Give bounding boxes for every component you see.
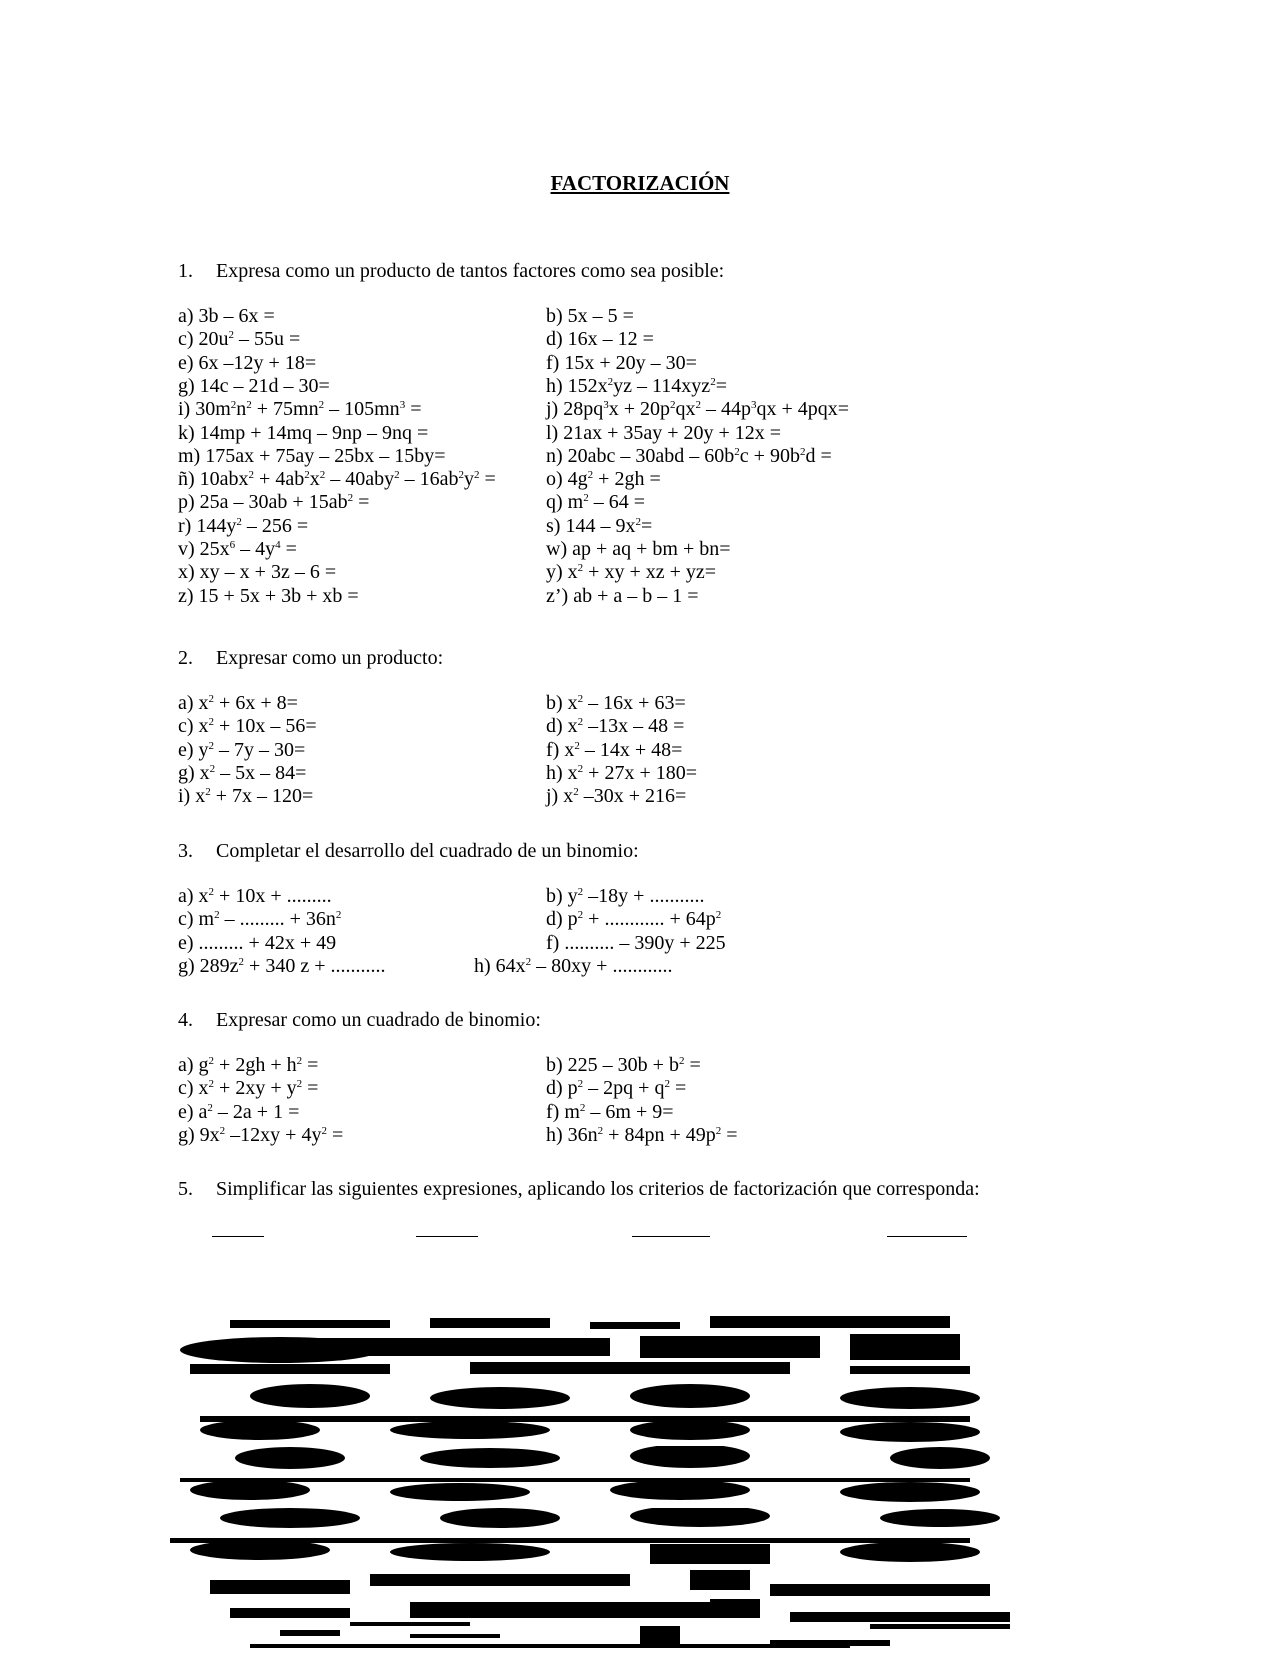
exercise-left: e) ......... + 42x + 49 <box>178 931 337 954</box>
section-heading-text: Completar el desarrollo del cuadrado de un binomio: <box>216 840 639 862</box>
exercise-right: h) $36n^2 + 84pn + 49p^2$ = <box>546 1123 738 1146</box>
exercise-left: m) 175ax + 75ay – 25bx – 15by= <box>178 444 446 467</box>
exercise-right: b) $225 - 30b + b^2$ = <box>546 1054 701 1076</box>
section-5-heading <box>178 1178 980 1201</box>
exercise-right: f) .......... – 390y + 225 <box>546 931 726 954</box>
exercise-right: l) 21ax + 35ay + 20y + 12x = <box>546 421 782 444</box>
garbled-print-region <box>170 1312 1020 1652</box>
exercise-row <box>178 515 1078 539</box>
section-number: 2. <box>178 647 193 669</box>
section-3-heading <box>178 840 639 863</box>
exercise-right: j) $x^2$ –30x + 216= <box>546 785 687 808</box>
exercise-left: v) $25x^6 - 4y^4$ = <box>178 538 297 560</box>
section-heading-text: Expresa como un producto de tantos factores como sea posible: <box>216 260 725 282</box>
section-heading-text: Expresar como un cuadrado de binomio: <box>216 1009 541 1031</box>
exercise-right: h) $64x^2 - 80xy$ + ............ <box>474 954 673 977</box>
exercise-right: q) $m^2 - 64$ = <box>546 491 645 514</box>
exercise-right: z’) ab + a – b – 1 = <box>546 584 699 607</box>
exercise-left: k) 14mp + 14mq – 9np – 9nq = <box>178 421 429 444</box>
exercise-row <box>178 1124 1078 1148</box>
exercise-row <box>178 692 1078 716</box>
exercise-left: z) 15 + 5x + 3b + xb = <box>178 584 359 607</box>
exercise-row <box>178 445 1078 469</box>
exercise-left: r) $144y^2 - 256$ = <box>178 514 309 537</box>
exercise-left: i) $30m^2n^2 + 75mn^2 - 105mn^3$ = <box>178 398 422 421</box>
exercise-right: d) $x^2$ –13x – 48 = <box>546 715 685 738</box>
exercise-row <box>178 762 1078 786</box>
exercise-left: a) $x^2 + 6x + 8=$ <box>178 692 298 714</box>
exercise-row <box>178 398 1078 422</box>
exercise-right: d) $p^2 - 2pq + q^2$ = <box>546 1077 687 1100</box>
exercise-right: f) $m^2 - 6m + 9=$ <box>546 1100 674 1123</box>
exercise-right: s) $144 - 9x^2=$ <box>546 514 653 537</box>
exercise-left: a) $g^2 + 2gh + h^2$ = <box>178 1054 319 1076</box>
exercise-row <box>178 1101 1078 1125</box>
exercise-right: b) $x^2 - 16x + 63=$ <box>546 692 686 714</box>
exercise-right: d) $p^2$ + ............ + $64p^2$ <box>546 908 722 931</box>
section-heading-text: Expresar como un producto: <box>216 647 444 669</box>
section-number: 4. <box>178 1009 193 1031</box>
exercise-row <box>178 739 1078 763</box>
exercise-left: a) $x^2 + 10x$ + ......... <box>178 885 332 907</box>
exercise-row <box>178 932 1078 956</box>
exercise-right: b) 5x – 5 = <box>546 305 634 327</box>
exercise-right: w) ap + aq + bm + bn= <box>546 538 731 560</box>
exercise-right: n) $20abc - 30abd - 60b^2c + 90b^2d$ = <box>546 444 832 467</box>
exercise-right: h) $152x^2yz - 114xyz^2=$ <box>546 374 727 397</box>
page-title: FACTORIZACIÓN <box>550 171 730 195</box>
exercise-row <box>178 375 1078 399</box>
fraction-bar <box>416 1236 478 1237</box>
exercise-left: e) $y^2 - 7y - 30=$ <box>178 738 306 761</box>
exercise-right: d) 16x – 12 = <box>546 328 654 351</box>
exercise-left: c) $x^2 + 2xy + y^2$ = <box>178 1077 319 1100</box>
exercise-row <box>178 908 1078 932</box>
exercise-left: c) $m^2$ – ......... + $36n^2$ <box>178 908 342 931</box>
exercise-right: j) $28pq^3x + 20p^2qx^2 - 44p^3qx + 4pqx=$ <box>546 398 850 421</box>
exercise-row <box>178 585 1078 609</box>
fraction-bar <box>212 1236 264 1237</box>
exercise-right: o) $4g^2 + 2gh$ = <box>546 468 661 491</box>
exercise-row <box>178 468 1078 492</box>
section-number: 1. <box>178 260 193 282</box>
exercise-right: f) $x^2 - 14x + 48=$ <box>546 738 683 761</box>
fraction-bar <box>632 1236 710 1237</box>
exercise-left: g) $9x^2$ $-12xy + 4y^2$ = <box>178 1123 344 1146</box>
exercise-left: e) 6x –12y + 18= <box>178 351 317 374</box>
exercise-right: y) $x^2$ + xy + xz + yz= <box>546 561 717 584</box>
exercise-left: ñ) $10abx^2 + 4ab^2x^2 - 40aby^2 - 16ab^2y^2$ = <box>178 468 496 491</box>
exercise-row <box>178 1054 1078 1078</box>
section-1-heading <box>178 260 724 283</box>
exercise-left: g) $x^2 - 5x - 84=$ <box>178 761 307 784</box>
exercise-row <box>178 352 1078 376</box>
exercise-left: i) $x^2 + 7x - 120=$ <box>178 785 314 808</box>
section-number: 3. <box>178 840 193 862</box>
fraction-bar <box>887 1236 967 1237</box>
section-heading-text: Simplificar las siguientes expresiones, aplicando los criterios de factorización que corresponda: <box>216 1178 980 1200</box>
exercise-right: h) $x^2 + 27x + 180=$ <box>546 761 698 784</box>
exercise-row <box>178 422 1078 446</box>
exercise-left: a) 3b – 6x = <box>178 305 275 327</box>
exercise-left: c) $x^2 + 10x - 56=$ <box>178 715 317 738</box>
exercise-left: x) xy – x + 3z – 6 = <box>178 561 337 584</box>
exercise-row <box>178 955 1078 979</box>
exercise-row <box>178 715 1078 739</box>
exercise-row <box>178 328 1078 352</box>
section-2-heading <box>178 647 443 670</box>
section-4-heading <box>178 1009 541 1032</box>
exercise-row <box>178 538 1078 562</box>
exercise-row <box>178 305 1078 329</box>
section-number: 5. <box>178 1178 193 1200</box>
exercise-row <box>178 561 1078 585</box>
exercise-right: b) $y^2$ –18y + ........... <box>546 885 705 907</box>
exercise-left: g) 14c – 21d – 30= <box>178 374 330 397</box>
exercise-left: c) $20u^2 - 55u$ = <box>178 328 301 351</box>
exercise-row <box>178 885 1078 909</box>
exercise-left: e) $a^2 - 2a + 1$ = <box>178 1100 300 1123</box>
fraction-bars <box>0 1236 1280 1240</box>
exercise-left: g) $289z^2 + 340$ z + ........... <box>178 954 386 977</box>
exercise-row <box>178 1077 1078 1101</box>
exercise-right: f) 15x + 20y – 30= <box>546 351 697 374</box>
exercise-row <box>178 785 1078 809</box>
exercise-row <box>178 491 1078 515</box>
exercise-left: p) $25a - 30ab + 15ab^2$ = <box>178 491 370 514</box>
